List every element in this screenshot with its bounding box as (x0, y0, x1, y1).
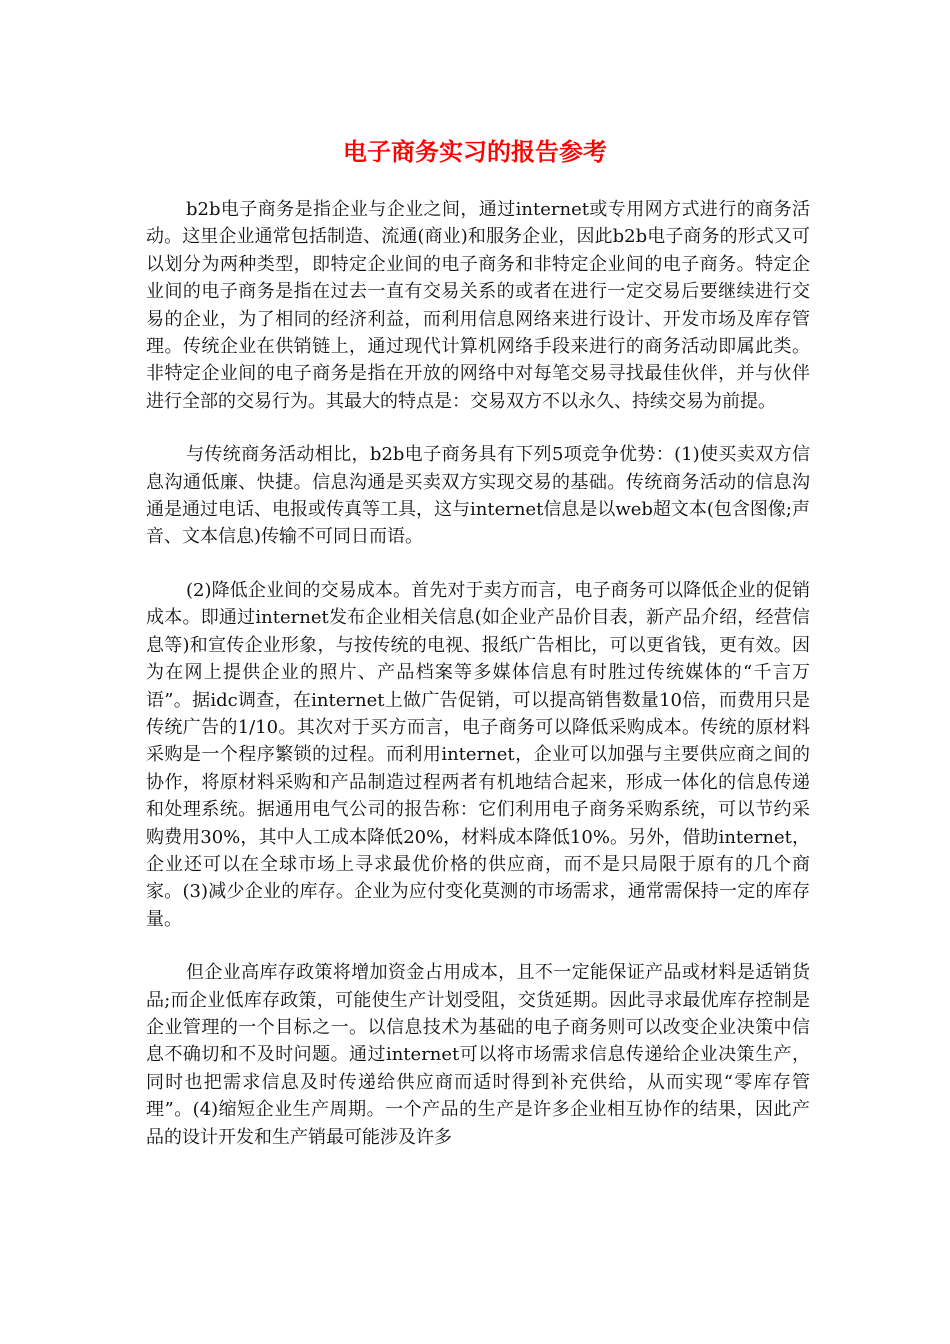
paragraph-4: 但企业高库存政策将增加资金占用成本，且不一定能保证产品或材料是适销货品;而企业低库存政策，可能使生产计划受阻，交货延期。因此寻求最优库存控制是企业管理的一个目标之一。以信息技术为基础的电子商务则可以改变企业决策中信息不确切和不及时问题。通过internet可以将市场需求信息传递给企业决策生产，同时也把需求信息及时传递给供应商而适时得到补充供给，从而实现“零库存管理”。(4)缩短企业生产周期。一个产品的生产是许多企业相互协作的结果，因此产品的设计开发和生产销最可能涉及许多 (146, 962, 810, 1148)
document-body (146, 196, 810, 1177)
paragraph-1: b2b电子商务是指企业与企业之间，通过internet或专用网方式进行的商务活动。这里企业通常包括制造、流通(商业)和服务企业，因此b2b电子商务的形式又可以划分为两种类型，即特定企业间的电子商务和非特定企业间的电子商务。特定企业间的电子商务是指在过去一直有交易关系的或者在进行一定交易后要继续进行交易的企业，为了相同的经济利益，而利用信息网络来进行设计、开发市场及库存管理。传统企业在供销链上，通过现代计算机网络手段来进行的商务活动即属此类。非特定企业间的电子商务是指在开放的网络中对每笔交易寻找最佳伙伴，并与伙伴进行全部的交易行为。其最大的特点是：交易双方不以永久、持续交易为前提。 (146, 199, 810, 412)
paragraph-2: 与传统商务活动相比，b2b电子商务具有下列5项竞争优势：(1)使买卖双方信息沟通低廉、快捷。信息沟通是买卖双方实现交易的基础。传统商务活动的信息沟通是通过电话、电报或传真等工具，这与internet信息是以web超文本(包含图像;声音、文本信息)传输不可同日而语。 (146, 444, 810, 548)
document-title: 电子商务实习的报告参考 (343, 138, 607, 166)
paragraph-3: (2)降低企业间的交易成本。首先对于卖方而言，电子商务可以降低企业的促销成本。即通过internet发布企业相关信息(如企业产品价目表，新产品介绍，经营信息等)和宣传企业形象，与按传统的电视、报纸广告相比，可以更省钱，更有效。因为在网上提供企业的照片、产品档案等多媒体信息有时胜过传统媒体的“千言万语”。据idc调查，在internet上做广告促销，可以提高销售数量10倍，而费用只是传统广告的1/10。其次对于买方而言，电子商务可以降低采购成本。传统的原材料采购是一个程序繁锁的过程。而利用internet，企业可以加强与主要供应商之间的协作，将原材料采购和产品制造过程两者有机地结合起来，形成一体化的信息传递和处理系统。据通用电气公司的报告称：它们利用电子商务采购系统，可以节约采购费用30%，其中人工成本降低20%，材料成本降低10%。另外，借助internet，企业还可以在全球市场上寻求最优价格的供应商，而不是只局限于原有的几个商家。(3)减少企业的库存。企业为应付变化莫测的市场需求，通常需保持一定的库存量。 (146, 579, 810, 930)
